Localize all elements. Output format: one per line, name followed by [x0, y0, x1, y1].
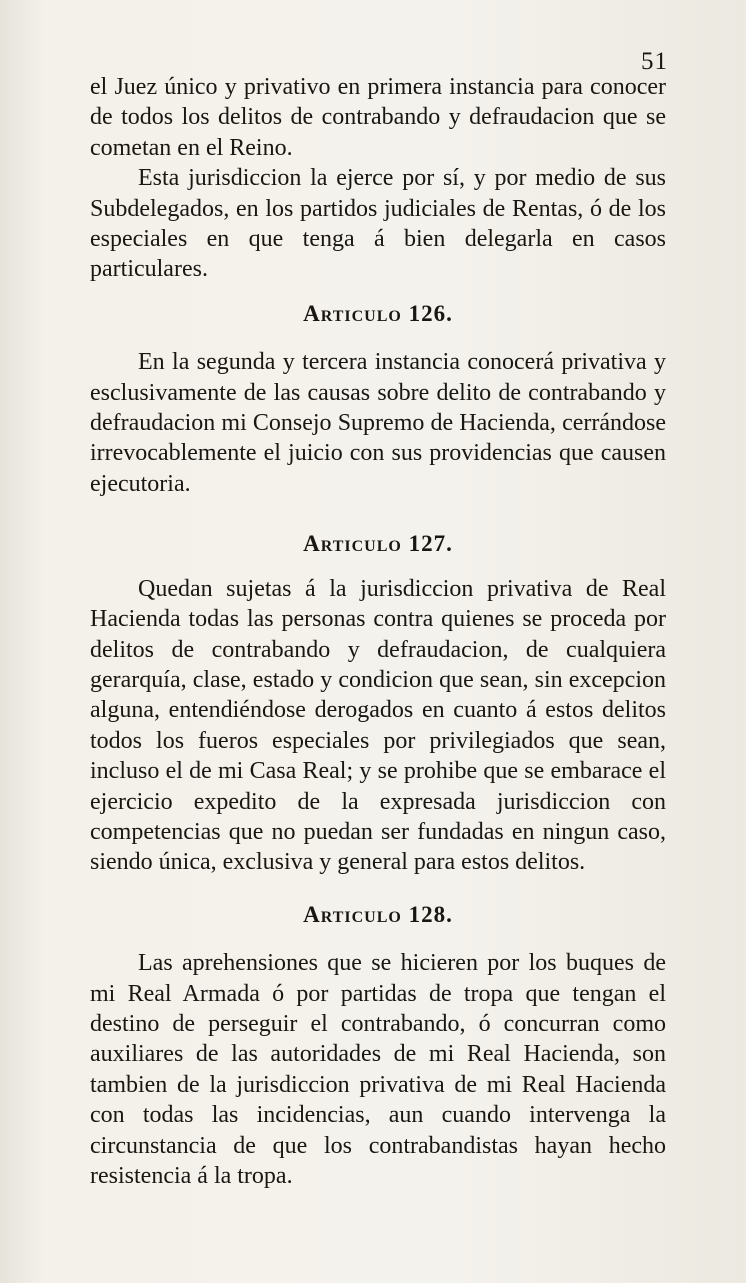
page-text [90, 72, 666, 1191]
article-127-paragraph: Quedan sujetas á la jurisdiccion privativa de Real Hacienda todas las personas contra quienes se proceda por delitos de contrabando y defraudacion, de cualquiera gerarquía, clase, estado y condicion que sean, sin excepcion alguna, entendiéndose derogados en cuanto á estos delitos todos los fueros especiales por privilegiados que sean, incluso el de mi Casa Real; y se prohibe que se embarace el ejercicio expedito de la expresada jurisdiccion con competencias que no puedan ser fundadas en ningun caso, siendo única, exclusiva y general para estos delitos. [90, 575, 666, 876]
article-126-heading: Articulo 126. [303, 300, 453, 326]
article-126-paragraph: En la segunda y tercera instancia conocerá privativa y esclusivamente de las causas sobre delito de contrabando y defraudacion mi Consejo Supremo de Hacienda, cerrándose irrevocablemente el juicio con sus providencias que causen ejecutoria. [90, 349, 666, 497]
article-127-heading: Articulo 127. [303, 531, 453, 557]
page-number: 51 [641, 48, 668, 75]
article-128-paragraph: Las aprehensiones que se hicieren por los buques de mi Real Armada ó por partidas de tropa que tengan el destino de perseguir el contrabando, ó concurran como auxiliares de las autoridades de mi Real Hacienda, son tambien de la jurisdiccion privativa de mi Real Hacienda con todas las incidencias, aun cuando intervenga la circunstancia de que los contrabandistas hayan hecho resistencia á la tropa. [90, 950, 666, 1189]
article-128-heading: Articulo 128. [303, 901, 453, 927]
paragraph-continuation: el Juez único y privativo en primera instancia para conocer de todos los delitos de contrabando y defraudacion que se cometan en el Reino. [90, 74, 666, 161]
paragraph-jurisdiccion: Esta jurisdiccion la ejerce por sí, y por medio de sus Subdelegados, en los partidos judiciales de Rentas, ó de los especiales en que tenga á bien delegarla en casos particulares. [90, 165, 666, 283]
